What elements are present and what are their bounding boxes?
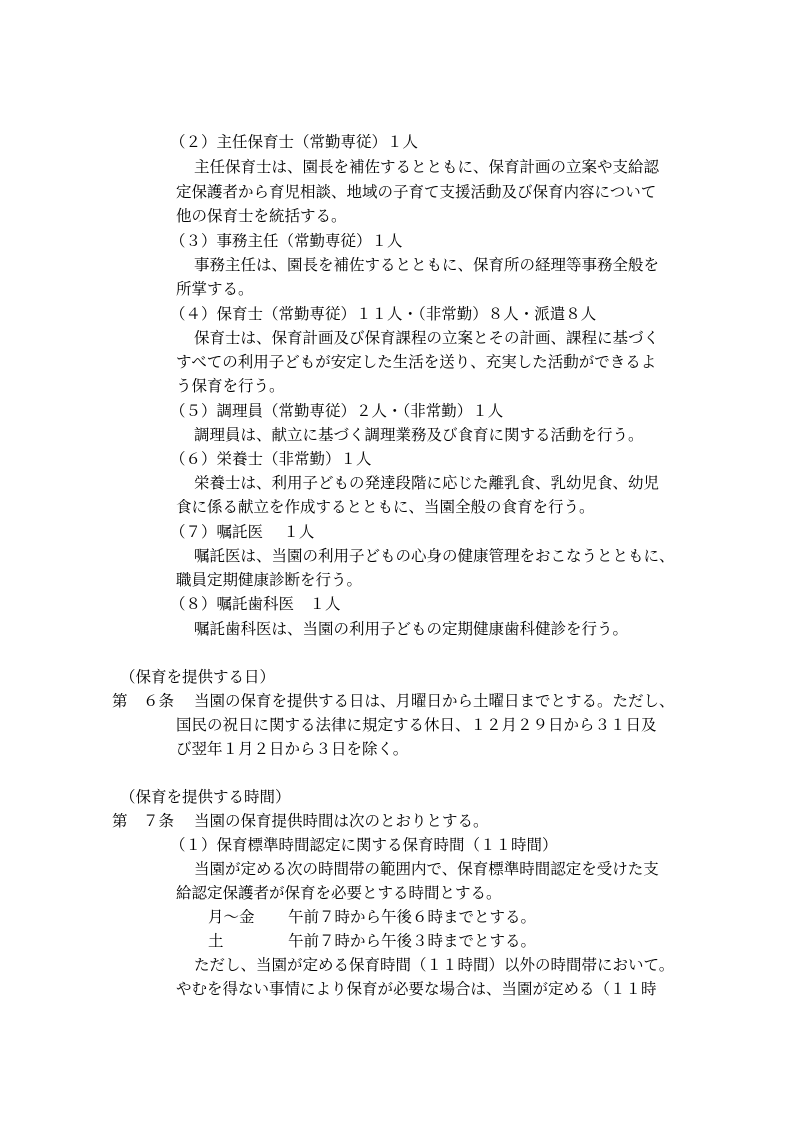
item-6-title: （６）栄養士（非常勤）１人: [170, 450, 372, 468]
item-5-title: （５）調理員（常勤専従）２人・（非常勤）１人: [170, 402, 504, 420]
item-7-body-line-1: 嘱託医は、当園の利用子どもの心身の健康管理をおこなうとともに、: [194, 547, 675, 565]
item-4-body-line-1: 保育士は、保育計画及び保育課程の立案とその計画、課程に基づく: [194, 329, 660, 347]
article-6-line-2: 国民の祝日に関する法律に規定する休日、１２月２９日から３１日及: [176, 716, 657, 734]
item-4-title: （４）保育士（常勤専従）１１人・（非常勤）８人・派遣８人: [170, 305, 597, 323]
article-6-line-3: び翌年１月２日から３日を除く。: [176, 740, 409, 758]
item-3-body-line-1: 事務主任は、園長を補佐するとともに、保育所の経理等事務全般を: [194, 256, 660, 274]
item-2-body-line-2: 定保護者から育児相談、地域の子育て支援活動及び保育内容について: [176, 183, 657, 201]
article-7-item-1-title: （１）保育標準時間認定に関する保育時間（１１時間）: [170, 836, 558, 854]
article-7-item-1-body-line-1: 当園が定める次の時間帯の範囲内で、保育標準時間認定を受けた支: [194, 860, 659, 878]
item-3-title: （３）事務主任（常勤専従）１人: [170, 232, 403, 250]
schedule-day-weekday: 月～金: [208, 908, 255, 926]
item-8-body-line-1: 嘱託歯科医は、当園の利用子どもの定期健康歯科健診を行う。: [194, 620, 629, 638]
item-4-body-line-3: う保育を行う。: [176, 377, 285, 395]
article-7-item-1-after-line-2: やむを得ない事情により保育が必要な場合は、当園が定める（１１時: [176, 980, 657, 998]
schedule-time-weekday: 午前７時から午後６時までとする。: [288, 908, 537, 926]
article-6-line-1: 当園の保育を提供する日は、月曜日から土曜日までとする。ただし、: [194, 692, 675, 710]
article-7-item-1-body-line-2: 給認定保護者が保育を必要とする時間とする。: [176, 884, 502, 902]
article-6-number: 第 ６条: [112, 692, 175, 710]
item-2-body-line-1: 主任保育士は、園長を補佐するとともに、保育計画の立案や支給認: [194, 158, 660, 176]
article-6-heading: （保育を提供する日）: [120, 668, 276, 686]
item-2-body-line-3: 他の保育士を統括する。: [176, 207, 347, 225]
article-7-item-1-after-line-1: ただし、当園が定める保育時間（１１時間）以外の時間帯において。: [194, 956, 675, 974]
item-3-body-line-2: 所掌する。: [176, 280, 254, 298]
item-2-title: （２）主任保育士（常勤専従）１人: [170, 133, 419, 151]
article-7-number: 第 ７条: [112, 812, 175, 830]
item-6-body-line-2: 食に係る献立を作成するとともに、当園全般の食育を行う。: [176, 498, 595, 516]
item-5-body-line-1: 調理員は、献立に基づく調理業務及び食育に関する活動を行う。: [194, 426, 644, 444]
item-8-title: （８）嘱託歯科医 １人: [170, 595, 341, 613]
schedule-time-saturday: 午前７時から午後３時までとする。: [288, 932, 537, 950]
article-7-heading: （保育を提供する時間）: [120, 788, 291, 806]
article-7-intro: 当園の保育提供時間は次のとおりとする。: [194, 812, 489, 830]
schedule-day-saturday: 土: [208, 932, 224, 950]
item-4-body-line-2: すべての利用子どもが安定した生活を送り、充実した活動ができるよ: [176, 353, 657, 371]
item-7-body-line-2: 職員定期健康診断を行う。: [176, 571, 363, 589]
item-6-body-line-1: 栄養士は、利用子どもの発達段階に応じた離乳食、乳幼児食、幼児: [194, 474, 660, 492]
item-7-title: （７）嘱託医 １人: [170, 523, 315, 541]
